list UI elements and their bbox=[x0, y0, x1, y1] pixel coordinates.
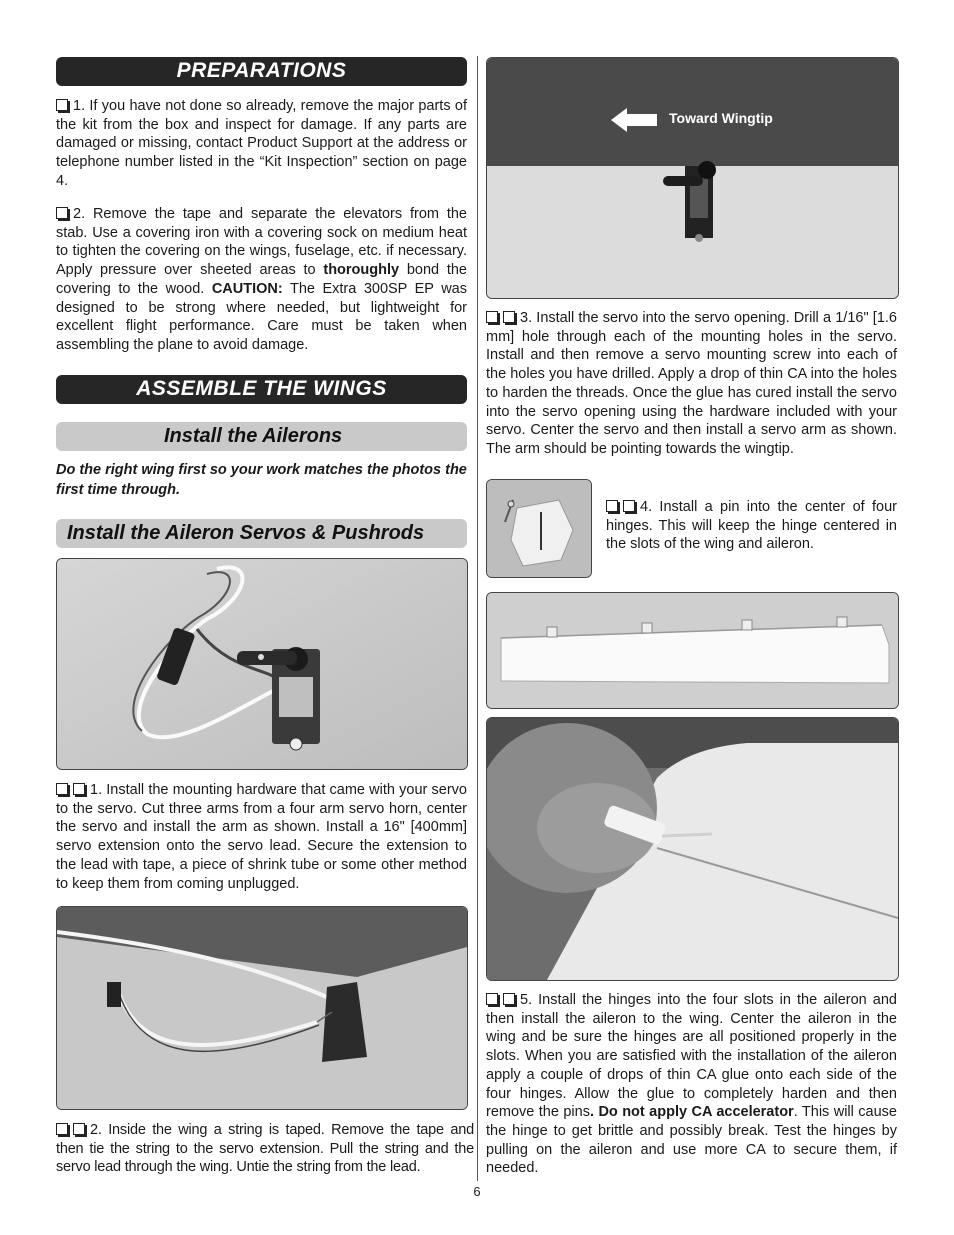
checkbox[interactable] bbox=[73, 1123, 85, 1135]
servo-extension-illustration bbox=[57, 559, 467, 769]
hinge-pin-illustration bbox=[487, 480, 591, 577]
servo-step-2: 2. Inside the wing a string is taped. Remove the tape and then tie the string to the servo extension. Pull the string and the servo lead through the wing. Untie the string from the lead. bbox=[56, 1122, 474, 1176]
checkbox[interactable] bbox=[486, 311, 498, 323]
preparations-step-2: 2. Remove the tape and separate the elevators from the stab. Use a covering iron with a covering sock on medium heat to tighten the covering on the wings, fuselage, etc. if necessary. Apply pressure over sheeted areas to thoroughly bond the covering to the wood. CAUTION: The Extra 300SP EP was designed to be strong where needed, but lightweight for excellent flight performance. Care must be taken when assembling the plane to avoid damage. bbox=[56, 206, 467, 353]
servo-in-wing-photo bbox=[486, 57, 899, 299]
checkbox[interactable] bbox=[73, 783, 85, 795]
checkbox[interactable] bbox=[56, 99, 68, 111]
servo-step-3: 3. Install the servo into the servo opening. Drill a 1/16" [1.6 mm] hole through each of the mounting holes in the servo. Install and then remove a servo mounting screw into each of the holes you have drilled. Apply a drop of thin CA into the holes to harden the threads. Once the glue has cured install the servo into the servo opening using the hardware included with your servo. Center the servo and then install a servo arm as shown. The arm should be pointing towards the wingtip. bbox=[486, 310, 897, 457]
checkbox[interactable] bbox=[56, 783, 68, 795]
checkbox[interactable] bbox=[56, 207, 68, 219]
string-tie-illustration bbox=[57, 907, 467, 1109]
servo-step-5: 5. Install the hinges into the four slots in the aileron and then install the aileron to the wing. Center the aileron in the wing and be sure the hinges are all positioned properly in the slots. When you are satisfied with the installation of the aileron apply a couple of drops of thin CA glue onto each side of the four hinges. Allow the glue to completely harden and then remove the pins. Do not apply CA accelerator. This will cause the hinge to get brittle and possibly break. Test the hinges by pulling on the aileron and use more CA to secure them, if needed. bbox=[486, 992, 898, 1177]
checkbox[interactable] bbox=[503, 993, 515, 1005]
page-number: 6 bbox=[473, 1184, 481, 1199]
install-servos-heading: Install the Aileron Servos & Pushrods bbox=[56, 519, 467, 548]
column-divider bbox=[477, 56, 478, 1181]
servo-step-4: 4. Install a pin into the center of four hinges. This will keep the hinge centered in the slots of the wing and aileron. bbox=[606, 499, 897, 553]
preparations-heading: PREPARATIONS bbox=[56, 57, 467, 86]
ailerons-note: Do the right wing first so your work matches the photos the first time through. bbox=[56, 462, 467, 498]
checkbox[interactable] bbox=[623, 500, 635, 512]
hinge-pin-photo bbox=[486, 479, 592, 578]
servo-step-1: 1. Install the mounting hardware that came with your servo to the servo. Cut three arms from a four arm servo horn, center the servo and install the arm as shown. Install a 16" [400mm] servo extension onto the servo lead. Secure the extension to the lead with tape, a piece of shrink tube or some other method to keep them from coming unplugged. bbox=[56, 782, 467, 892]
toward-wingtip-label: Toward Wingtip bbox=[669, 110, 773, 126]
aileron-hinges-illustration bbox=[487, 593, 898, 708]
servo-in-wing-illustration bbox=[487, 58, 898, 298]
checkbox[interactable] bbox=[486, 993, 498, 1005]
servo-extension-photo bbox=[56, 558, 468, 770]
install-ailerons-heading: Install the Ailerons bbox=[56, 422, 467, 451]
preparations-step-1: 1. If you have not done so already, remove the major parts of the kit from the box and inspect for damage. If any parts are damaged or missing, contact Product Support at the address or telephone number listed in the “Kit Inspection” section on page 4. bbox=[56, 98, 467, 189]
checkbox[interactable] bbox=[606, 500, 618, 512]
checkbox[interactable] bbox=[503, 311, 515, 323]
checkbox[interactable] bbox=[56, 1123, 68, 1135]
aileron-hinges-photo bbox=[486, 592, 899, 709]
assemble-wings-heading: ASSEMBLE THE WINGS bbox=[56, 375, 467, 404]
aileron-glue-illustration bbox=[487, 718, 898, 980]
string-tie-photo bbox=[56, 906, 468, 1110]
aileron-glue-photo bbox=[486, 717, 899, 981]
